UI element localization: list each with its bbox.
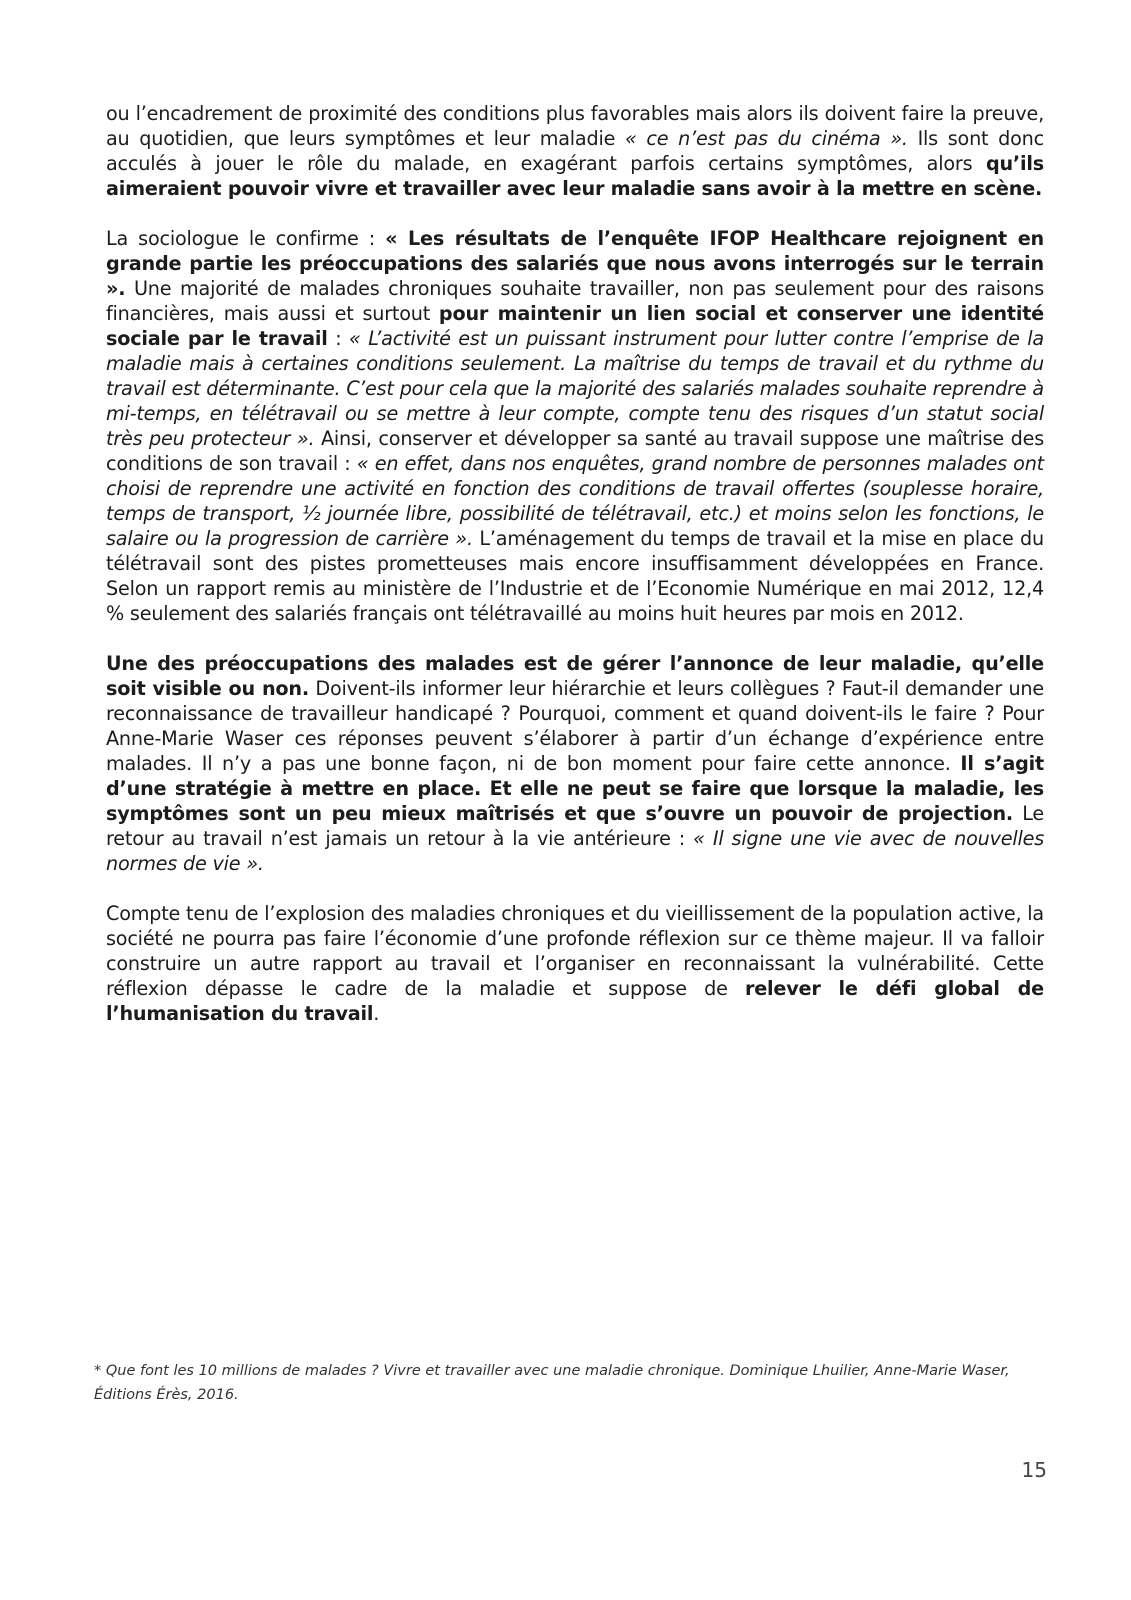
emphasis: relever le défi global de l’humanisation du travail [106, 977, 1044, 1025]
quote: « ce n’est pas du cinéma ». [624, 127, 908, 150]
text: Compte tenu de l’explosion des maladies chroniques et du vieillissement de la population active, la société ne pourra pas faire l’économie d’une profonde réflexion sur ce thème majeur. Il va falloir construire un autre rapport au travail et l’organiser en reconnaissant la vulnérabilité. Cette réflexion dépasse le cadre de la maladie et suppose de [106, 902, 1044, 1000]
body-text [106, 101, 1044, 1051]
page-number: 15 [1021, 1458, 1047, 1482]
paragraph-4 [106, 901, 1044, 1026]
text: Doivent-ils informer leur hiérarchie et leurs collègues ? Faut-il demander une reconnaissance de travailleur handicapé ? Pourquoi, comment et quand doivent-ils le faire ? Pour Anne-Marie Waser ces réponses peuvent s’élaborer à partir d’un échange d’expérience entre malades. Il n’y a pas une bonne façon, ni de bon moment pour faire cette annonce. [106, 677, 1044, 775]
quote: « Il signe une vie avec de nouvelles normes de vie ». [106, 827, 1044, 875]
text: : [327, 327, 350, 350]
emphasis: Une des préoccupations des malades est de gérer l’annonce de leur maladie, qu’elle soit visible ou non. [106, 652, 1044, 700]
emphasis: Il s’agit d’une stratégie à mettre en place. Et elle ne peut se faire que lorsque la maladie, les symptômes sont un peu mieux maîtrisés et que s’ouvre un pouvoir de projection. [106, 752, 1044, 825]
text: L’aménagement du temps de travail et la mise en place du télétravail sont des pistes prometteuses mais encore insuffisamment développées en France. Selon un rapport remis au ministère de l’Industrie et de l’Economie Numérique en mai 2012, 12,4 % seulement des salariés français ont télétravaillé au moins huit heures par mois en 2012. [106, 527, 1045, 625]
text: Une majorité de malades chroniques souhaite travailler, non pas seulement pour des raisons financières, mais aussi et surtout [106, 277, 1044, 325]
quote: « en effet, dans nos enquêtes, grand nombre de personnes malades ont choisi de reprendre une activité en fonction des conditions de travail offertes (souplesse horaire, temps de transport, ½ journée libre, possibilité de télétravail, etc.) et moins selon les fonctions, le salaire ou la progression de carrière ». [106, 452, 1045, 550]
emphasis: pour maintenir un lien social et conserver une identité sociale par le travail [106, 302, 1044, 350]
text: Ils sont donc acculés à jouer le rôle du malade, en exagérant parfois certains symptômes, alors [106, 127, 1044, 175]
paragraph-2 [106, 226, 1044, 626]
paragraph-1 [106, 101, 1044, 201]
text: . [373, 1002, 380, 1025]
text: La sociologue le confirme : [106, 227, 386, 250]
text: Le retour au travail n’est jamais un retour à la vie antérieure : [106, 802, 1044, 850]
text: Ainsi, conserver et développer sa santé au travail suppose une maîtrise des conditions de son travail : [106, 427, 1044, 475]
emphasis: « Les résultats de l’enquête IFOP Healthcare rejoignent en grande partie les préoccupations des salariés que nous avons interrogés sur le terrain ». [106, 227, 1044, 300]
paragraph-3 [106, 651, 1044, 876]
footnote: * Que font les 10 millions de malades ? Vivre et travailler avec une maladie chronique. Dominique Lhuilier, Anne-Marie Waser, Éditions Érès, 2016. [94, 1363, 1010, 1403]
text: ou l’encadrement de proximité des conditions plus favorables mais alors ils doivent faire la preuve, au quotidien, que leurs symptômes et leur maladie [106, 102, 1044, 150]
emphasis: qu’ils aimeraient pouvoir vivre et travailler avec leur maladie sans avoir à la mettre en scène. [106, 152, 1044, 200]
quote: « L’activité est un puissant instrument pour lutter contre l’emprise de la maladie mais à certaines conditions seulement. La maîtrise du temps de travail et du rythme du travail est déterminante. C’est pour cela que la majorité des salariés malades souhaite reprendre à mi-temps, en télétravail ou se mettre à leur compte, compte tenu des risques d’un statut social très peu protecteur ». [106, 327, 1044, 450]
